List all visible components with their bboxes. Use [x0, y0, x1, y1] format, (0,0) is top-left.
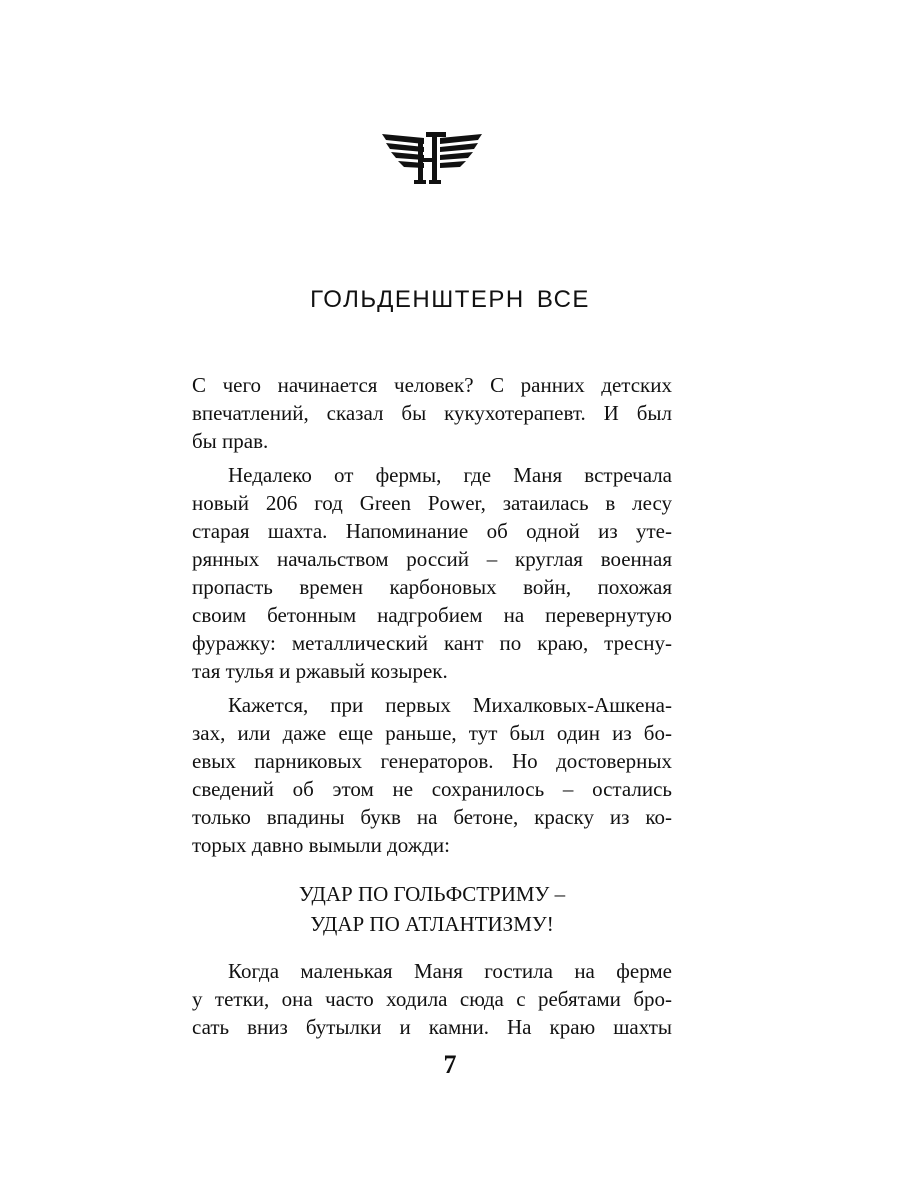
text-line: сведений об этом не сохранилось – остались	[192, 777, 672, 801]
slogan-line-1: УДАР ПО ГОЛЬФСТРИМУ –	[298, 882, 566, 906]
text-line: пропасть времен карбоновых войн, похожая	[192, 575, 672, 599]
text-line: сать вниз бутылки и камни. На краю шахты	[192, 1015, 672, 1039]
text-line: старая шахта. Напоминание об одной из уте-	[192, 519, 672, 543]
slogan-line-2: УДАР ПО АТЛАНТИЗМУ!	[310, 912, 554, 936]
text-line: фуражку: металлический кант по краю, тресну-	[192, 631, 672, 655]
paragraph-4	[192, 957, 672, 1041]
text-line: бы прав.	[192, 429, 269, 453]
text-line: Недалеко от фермы, где Маня встречала	[228, 463, 672, 487]
text-line: зах, или даже еще раньше, тут был один из бо-	[192, 721, 672, 745]
paragraph-2	[192, 461, 672, 685]
text-line: своим бетонным надгробием на перевернутую	[192, 603, 672, 627]
text-line: впечатлений, сказал бы кукухотерапевт. И был	[192, 401, 672, 425]
text-line: Кажется, при первых Михалковых-Ашкена-	[228, 693, 672, 717]
winged-nt-logo-icon	[380, 128, 484, 186]
text-line: Когда маленькая Маня гостила на ферме	[228, 959, 672, 983]
text-line: у тетки, она часто ходила сюда с ребятами бро-	[192, 987, 672, 1011]
text-line: евых парниковых генераторов. Но достоверных	[192, 749, 672, 773]
chapter-title: ГОЛЬДЕНШТЕРН ВСЕ	[310, 286, 590, 313]
paragraph-1	[192, 371, 672, 455]
page-number: 7	[443, 1050, 457, 1079]
text-line: С чего начинается человек? С ранних детских	[192, 373, 672, 397]
text-line: торых давно вымыли дожди:	[192, 833, 450, 857]
text-line: только впадины букв на бетоне, краску из ко-	[192, 805, 672, 829]
paragraph-3	[192, 691, 672, 859]
text-line: новый 206 год Green Power, затаилась в лесу	[192, 491, 672, 515]
chapter-body	[192, 371, 672, 1041]
slogan-block	[192, 879, 672, 939]
text-line: тая тулья и ржавый козырек.	[192, 659, 448, 683]
text-line: рянных начальством россий – круглая военная	[192, 547, 672, 571]
